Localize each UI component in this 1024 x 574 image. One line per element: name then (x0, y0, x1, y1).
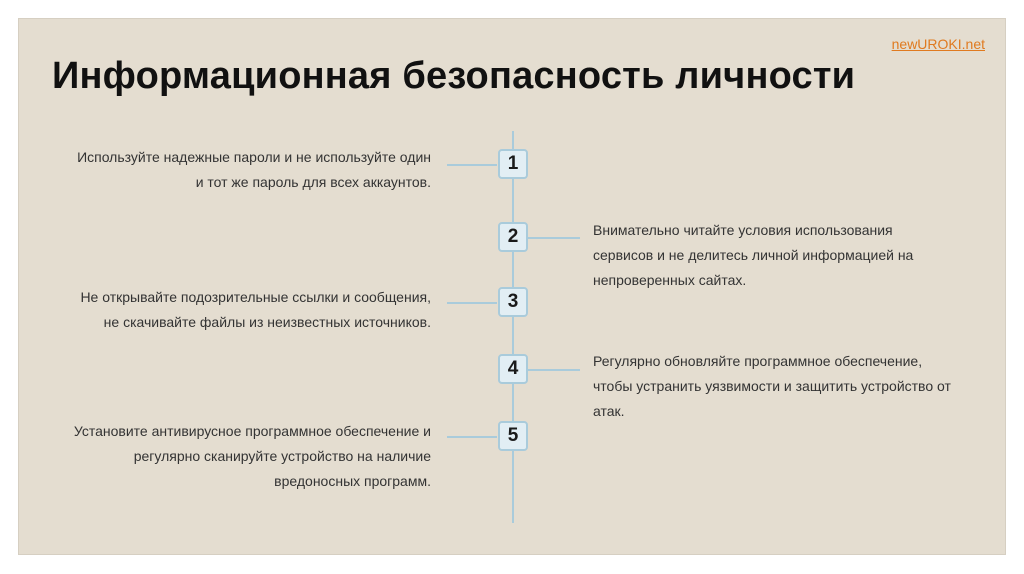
step-3-line-2: не скачивайте файлы из неизвестных источников. (103, 314, 431, 330)
timeline-axis (512, 131, 514, 523)
step-2-line-1: Внимательно читайте условия использования (593, 222, 893, 238)
step-4-number: 4 (498, 354, 528, 384)
step-1-text (29, 145, 431, 195)
step-4-line-1: Регулярно обновляйте программное обеспечение, (593, 353, 923, 369)
step-1-line-2: и тот же пароль для всех аккаунтов. (195, 174, 431, 190)
step-5-connector (447, 436, 497, 438)
step-5-line-2: регулярно сканируйте устройство на наличие (133, 448, 431, 464)
step-1-line-1: Используйте надежные пароли и не используйте один (77, 149, 431, 165)
step-3-text (29, 285, 431, 335)
step-5-line-3: вредоносных программ. (274, 473, 431, 489)
step-3-line-1: Не открывайте подозрительные ссылки и сообщения, (80, 289, 431, 305)
step-2-line-3: непроверенных сайтах. (593, 272, 747, 288)
step-4-line-2: чтобы устранить уязвимости и защитить устройство от (593, 378, 951, 394)
step-4-connector (528, 369, 580, 371)
step-5-text (29, 419, 431, 494)
step-1-connector (447, 164, 497, 166)
step-4-text (593, 349, 993, 424)
slide (18, 18, 1006, 555)
step-2-number: 2 (498, 222, 528, 252)
watermark-link[interactable]: newUROKI.net (891, 36, 985, 52)
step-2-text (593, 218, 993, 293)
step-5-number: 5 (498, 421, 528, 451)
step-3-number: 3 (498, 287, 528, 317)
step-2-connector (528, 237, 580, 239)
step-5-line-1: Установите антивирусное программное обеспечение и (73, 423, 431, 439)
page-title: Информационная безопасность личности (52, 55, 856, 97)
step-4-line-3: атак. (593, 403, 625, 419)
step-1-number: 1 (498, 149, 528, 179)
step-3-connector (447, 302, 497, 304)
step-2-line-2: сервисов и не делитесь личной информацией на (593, 247, 914, 263)
